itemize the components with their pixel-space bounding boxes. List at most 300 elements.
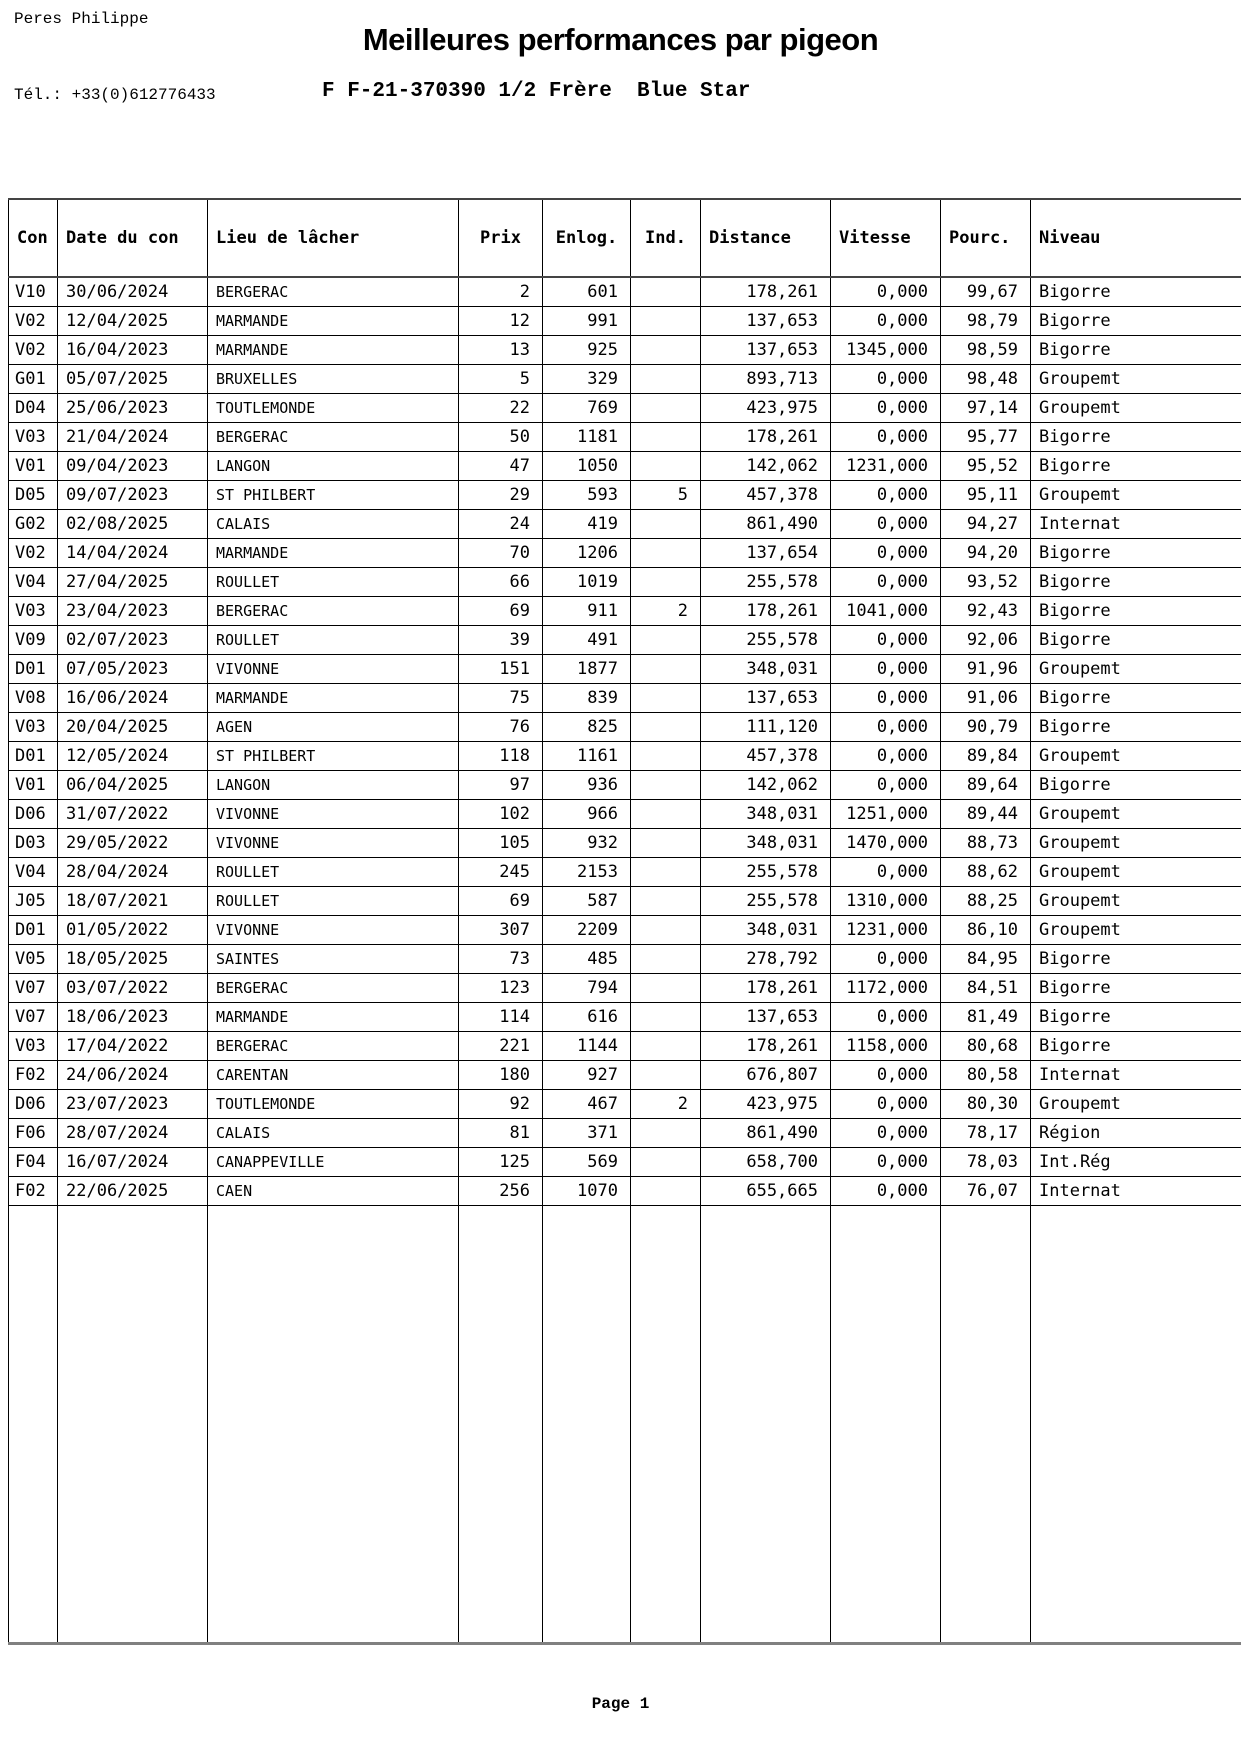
cell-niveau: Groupemt — [1031, 829, 1241, 858]
cell-prix: 70 — [459, 539, 543, 568]
cell-vitesse: 0,000 — [831, 277, 941, 307]
cell-pourc: 99,67 — [941, 277, 1031, 307]
cell-pourc: 93,52 — [941, 568, 1031, 597]
cell-distance: 348,031 — [701, 655, 831, 684]
cell-lieu: ROULLET — [208, 626, 459, 655]
header-cell-ind: Ind. — [631, 199, 701, 277]
header-cell-lieu: Lieu de lâcher — [208, 199, 459, 277]
cell-lieu: BRUXELLES — [208, 365, 459, 394]
cell-niveau: Int.Rég — [1031, 1148, 1241, 1177]
cell-con: V04 — [9, 858, 58, 887]
cell-date: 21/04/2024 — [58, 423, 208, 452]
cell-pourc: 78,03 — [941, 1148, 1031, 1177]
cell-distance: 255,578 — [701, 626, 831, 655]
cell-lieu: AGEN — [208, 713, 459, 742]
cell-distance: 457,378 — [701, 742, 831, 771]
cell-ind — [631, 713, 701, 742]
header-cell-con: Con — [9, 199, 58, 277]
cell-date: 16/07/2024 — [58, 1148, 208, 1177]
cell-vitesse: 0,000 — [831, 626, 941, 655]
cell-distance: 137,653 — [701, 307, 831, 336]
cell-date: 23/07/2023 — [58, 1090, 208, 1119]
table-row — [9, 597, 1241, 626]
cell-niveau: Région — [1031, 1119, 1241, 1148]
cell-ind — [631, 626, 701, 655]
cell-niveau: Internat — [1031, 510, 1241, 539]
cell-enlog: 491 — [543, 626, 631, 655]
table-row — [9, 655, 1241, 684]
cell-distance: 178,261 — [701, 597, 831, 626]
cell-enlog: 1161 — [543, 742, 631, 771]
cell-vitesse: 1158,000 — [831, 1032, 941, 1061]
cell-distance: 137,654 — [701, 539, 831, 568]
cell-vitesse: 1470,000 — [831, 829, 941, 858]
header-cell-prix: Prix — [459, 199, 543, 277]
cell-lieu: CALAIS — [208, 1119, 459, 1148]
cell-vitesse: 0,000 — [831, 1003, 941, 1032]
cell-pourc: 89,64 — [941, 771, 1031, 800]
cell-pourc: 95,52 — [941, 452, 1031, 481]
cell-distance: 142,062 — [701, 771, 831, 800]
owner-name: Peres Philippe — [14, 10, 149, 28]
cell-niveau: Bigorre — [1031, 597, 1241, 626]
cell-con: D03 — [9, 829, 58, 858]
cell-pourc: 95,77 — [941, 423, 1031, 452]
cell-con: V08 — [9, 684, 58, 713]
cell-enlog: 329 — [543, 365, 631, 394]
cell-enlog: 593 — [543, 481, 631, 510]
cell-pourc: 94,27 — [941, 510, 1031, 539]
cell-lieu: ROULLET — [208, 858, 459, 887]
cell-lieu: CALAIS — [208, 510, 459, 539]
cell-ind — [631, 1032, 701, 1061]
cell-prix: 151 — [459, 655, 543, 684]
cell-enlog: 371 — [543, 1119, 631, 1148]
cell-con: V02 — [9, 539, 58, 568]
cell-date: 27/04/2025 — [58, 568, 208, 597]
cell-distance: 423,975 — [701, 1090, 831, 1119]
cell-vitesse: 0,000 — [831, 365, 941, 394]
cell-con: D06 — [9, 1090, 58, 1119]
cell-prix: 50 — [459, 423, 543, 452]
cell-vitesse: 0,000 — [831, 394, 941, 423]
cell-vitesse: 0,000 — [831, 1061, 941, 1090]
cell-niveau: Bigorre — [1031, 307, 1241, 336]
cell-niveau: Bigorre — [1031, 626, 1241, 655]
cell-lieu: CARENTAN — [208, 1061, 459, 1090]
cell-prix: 307 — [459, 916, 543, 945]
table-row — [9, 307, 1241, 336]
cell-distance: 861,490 — [701, 510, 831, 539]
cell-date: 16/06/2024 — [58, 684, 208, 713]
table-row — [9, 945, 1241, 974]
cell-pourc: 91,06 — [941, 684, 1031, 713]
table-row — [9, 336, 1241, 365]
cell-ind: 2 — [631, 1090, 701, 1119]
cell-enlog: 1206 — [543, 539, 631, 568]
cell-con: V03 — [9, 423, 58, 452]
cell-lieu: VIVONNE — [208, 829, 459, 858]
cell-con: V01 — [9, 771, 58, 800]
cell-niveau: Bigorre — [1031, 336, 1241, 365]
filler-cell-distance — [701, 1206, 831, 1644]
cell-prix: 76 — [459, 713, 543, 742]
cell-ind — [631, 800, 701, 829]
cell-pourc: 89,84 — [941, 742, 1031, 771]
cell-distance: 893,713 — [701, 365, 831, 394]
performance-table — [8, 198, 1241, 1645]
cell-enlog: 825 — [543, 713, 631, 742]
cell-lieu: LANGON — [208, 452, 459, 481]
cell-vitesse: 0,000 — [831, 481, 941, 510]
cell-pourc: 91,96 — [941, 655, 1031, 684]
table-row — [9, 800, 1241, 829]
filler-cell-con — [9, 1206, 58, 1644]
cell-prix: 66 — [459, 568, 543, 597]
cell-vitesse: 0,000 — [831, 539, 941, 568]
cell-ind — [631, 1119, 701, 1148]
cell-date: 09/04/2023 — [58, 452, 208, 481]
cell-con: D01 — [9, 916, 58, 945]
cell-prix: 92 — [459, 1090, 543, 1119]
cell-prix: 22 — [459, 394, 543, 423]
cell-enlog: 925 — [543, 336, 631, 365]
phone-number: Tél.: +33(0)612776433 — [14, 86, 216, 104]
table-row — [9, 1090, 1241, 1119]
page-title: Meilleures performances par pigeon — [362, 22, 879, 57]
cell-ind — [631, 277, 701, 307]
cell-ind — [631, 1003, 701, 1032]
cell-distance: 655,665 — [701, 1177, 831, 1206]
table-row — [9, 829, 1241, 858]
cell-prix: 73 — [459, 945, 543, 974]
cell-niveau: Bigorre — [1031, 945, 1241, 974]
cell-ind — [631, 858, 701, 887]
cell-vitesse: 0,000 — [831, 945, 941, 974]
cell-con: F06 — [9, 1119, 58, 1148]
cell-lieu: VIVONNE — [208, 655, 459, 684]
cell-vitesse: 1345,000 — [831, 336, 941, 365]
cell-date: 06/04/2025 — [58, 771, 208, 800]
table-row — [9, 452, 1241, 481]
cell-con: V09 — [9, 626, 58, 655]
cell-lieu: MARMANDE — [208, 684, 459, 713]
cell-date: 28/07/2024 — [58, 1119, 208, 1148]
cell-ind — [631, 365, 701, 394]
cell-enlog: 927 — [543, 1061, 631, 1090]
cell-con: V05 — [9, 945, 58, 974]
table-row — [9, 1148, 1241, 1177]
table-row — [9, 394, 1241, 423]
cell-distance: 255,578 — [701, 568, 831, 597]
cell-pourc: 98,59 — [941, 336, 1031, 365]
header-cell-vitesse: Vitesse — [831, 199, 941, 277]
cell-distance: 178,261 — [701, 1032, 831, 1061]
cell-niveau: Groupemt — [1031, 655, 1241, 684]
cell-niveau: Groupemt — [1031, 481, 1241, 510]
cell-lieu: BERGERAC — [208, 277, 459, 307]
table-row — [9, 539, 1241, 568]
cell-ind: 2 — [631, 597, 701, 626]
cell-distance: 676,807 — [701, 1061, 831, 1090]
cell-niveau: Groupemt — [1031, 800, 1241, 829]
cell-con: V02 — [9, 336, 58, 365]
cell-con: G02 — [9, 510, 58, 539]
cell-date: 07/05/2023 — [58, 655, 208, 684]
table-row — [9, 626, 1241, 655]
cell-date: 18/05/2025 — [58, 945, 208, 974]
cell-date: 09/07/2023 — [58, 481, 208, 510]
cell-prix: 97 — [459, 771, 543, 800]
cell-lieu: ROULLET — [208, 887, 459, 916]
cell-con: D04 — [9, 394, 58, 423]
cell-con: D06 — [9, 800, 58, 829]
cell-pourc: 92,43 — [941, 597, 1031, 626]
cell-prix: 2 — [459, 277, 543, 307]
cell-pourc: 97,14 — [941, 394, 1031, 423]
cell-con: V02 — [9, 307, 58, 336]
cell-prix: 75 — [459, 684, 543, 713]
cell-con: V03 — [9, 713, 58, 742]
cell-date: 02/07/2023 — [58, 626, 208, 655]
cell-lieu: TOUTLEMONDE — [208, 394, 459, 423]
cell-prix: 5 — [459, 365, 543, 394]
cell-distance: 178,261 — [701, 423, 831, 452]
cell-lieu: MARMANDE — [208, 1003, 459, 1032]
cell-date: 01/05/2022 — [58, 916, 208, 945]
cell-enlog: 2153 — [543, 858, 631, 887]
cell-con: V04 — [9, 568, 58, 597]
cell-niveau: Internat — [1031, 1061, 1241, 1090]
cell-niveau: Groupemt — [1031, 394, 1241, 423]
cell-niveau: Bigorre — [1031, 277, 1241, 307]
cell-niveau: Bigorre — [1031, 452, 1241, 481]
header-cell-enlog: Enlog. — [543, 199, 631, 277]
table-row — [9, 1177, 1241, 1206]
cell-date: 25/06/2023 — [58, 394, 208, 423]
cell-vitesse: 0,000 — [831, 742, 941, 771]
cell-con: V07 — [9, 974, 58, 1003]
cell-lieu: LANGON — [208, 771, 459, 800]
table-header-row — [9, 199, 1241, 277]
cell-vitesse: 1231,000 — [831, 452, 941, 481]
cell-lieu: ROULLET — [208, 568, 459, 597]
cell-lieu: BERGERAC — [208, 597, 459, 626]
cell-pourc: 88,62 — [941, 858, 1031, 887]
table-row — [9, 481, 1241, 510]
table-row — [9, 916, 1241, 945]
cell-date: 18/07/2021 — [58, 887, 208, 916]
cell-vitesse: 1251,000 — [831, 800, 941, 829]
cell-ind — [631, 684, 701, 713]
cell-vitesse: 1310,000 — [831, 887, 941, 916]
cell-pourc: 86,10 — [941, 916, 1031, 945]
cell-lieu: VIVONNE — [208, 800, 459, 829]
header-cell-niveau: Niveau — [1031, 199, 1241, 277]
cell-ind: 5 — [631, 481, 701, 510]
cell-niveau: Bigorre — [1031, 974, 1241, 1003]
cell-enlog: 911 — [543, 597, 631, 626]
cell-date: 24/06/2024 — [58, 1061, 208, 1090]
cell-date: 28/04/2024 — [58, 858, 208, 887]
cell-prix: 221 — [459, 1032, 543, 1061]
cell-ind — [631, 568, 701, 597]
cell-vitesse: 0,000 — [831, 307, 941, 336]
cell-distance: 137,653 — [701, 684, 831, 713]
cell-ind — [631, 307, 701, 336]
table-body — [9, 277, 1241, 1644]
cell-date: 18/06/2023 — [58, 1003, 208, 1032]
cell-con: V03 — [9, 1032, 58, 1061]
cell-vitesse: 0,000 — [831, 1177, 941, 1206]
cell-con: V03 — [9, 597, 58, 626]
cell-niveau: Bigorre — [1031, 1032, 1241, 1061]
cell-niveau: Groupemt — [1031, 858, 1241, 887]
cell-pourc: 95,11 — [941, 481, 1031, 510]
table-row — [9, 277, 1241, 307]
cell-prix: 47 — [459, 452, 543, 481]
cell-ind — [631, 655, 701, 684]
cell-vitesse: 0,000 — [831, 1119, 941, 1148]
cell-niveau: Bigorre — [1031, 423, 1241, 452]
table-row — [9, 1032, 1241, 1061]
table-row — [9, 684, 1241, 713]
cell-enlog: 932 — [543, 829, 631, 858]
filler-cell-vitesse — [831, 1206, 941, 1644]
cell-enlog: 936 — [543, 771, 631, 800]
cell-vitesse: 0,000 — [831, 771, 941, 800]
cell-enlog: 601 — [543, 277, 631, 307]
cell-distance: 178,261 — [701, 974, 831, 1003]
pigeon-id: F F-21-370390 1/2 Frère Blue Star — [322, 80, 751, 103]
cell-distance: 423,975 — [701, 394, 831, 423]
cell-pourc: 98,79 — [941, 307, 1031, 336]
cell-enlog: 1877 — [543, 655, 631, 684]
cell-ind — [631, 510, 701, 539]
cell-ind — [631, 1148, 701, 1177]
cell-prix: 29 — [459, 481, 543, 510]
cell-vitesse: 0,000 — [831, 713, 941, 742]
cell-con: D01 — [9, 655, 58, 684]
table-row — [9, 568, 1241, 597]
cell-ind — [631, 916, 701, 945]
cell-ind — [631, 742, 701, 771]
cell-prix: 12 — [459, 307, 543, 336]
cell-enlog: 485 — [543, 945, 631, 974]
cell-prix: 125 — [459, 1148, 543, 1177]
cell-niveau: Groupemt — [1031, 742, 1241, 771]
cell-pourc: 80,58 — [941, 1061, 1031, 1090]
cell-ind — [631, 336, 701, 365]
cell-enlog: 769 — [543, 394, 631, 423]
header-cell-distance: Distance — [701, 199, 831, 277]
cell-pourc: 90,79 — [941, 713, 1031, 742]
cell-niveau: Groupemt — [1031, 365, 1241, 394]
cell-pourc: 80,68 — [941, 1032, 1031, 1061]
cell-con: J05 — [9, 887, 58, 916]
cell-vitesse: 0,000 — [831, 1148, 941, 1177]
cell-distance: 348,031 — [701, 829, 831, 858]
cell-niveau: Bigorre — [1031, 539, 1241, 568]
cell-pourc: 80,30 — [941, 1090, 1031, 1119]
cell-date: 05/07/2025 — [58, 365, 208, 394]
cell-prix: 123 — [459, 974, 543, 1003]
cell-niveau: Bigorre — [1031, 1003, 1241, 1032]
cell-con: F02 — [9, 1061, 58, 1090]
cell-distance: 278,792 — [701, 945, 831, 974]
cell-distance: 457,378 — [701, 481, 831, 510]
cell-prix: 24 — [459, 510, 543, 539]
cell-date: 02/08/2025 — [58, 510, 208, 539]
cell-vitesse: 0,000 — [831, 858, 941, 887]
table-row — [9, 742, 1241, 771]
cell-pourc: 78,17 — [941, 1119, 1031, 1148]
cell-con: D01 — [9, 742, 58, 771]
table-row — [9, 713, 1241, 742]
cell-vitesse: 0,000 — [831, 423, 941, 452]
cell-lieu: BERGERAC — [208, 974, 459, 1003]
cell-date: 16/04/2023 — [58, 336, 208, 365]
cell-enlog: 839 — [543, 684, 631, 713]
cell-niveau: Internat — [1031, 1177, 1241, 1206]
header-cell-pourc: Pourc. — [941, 199, 1031, 277]
cell-distance: 142,062 — [701, 452, 831, 481]
cell-prix: 39 — [459, 626, 543, 655]
table-row — [9, 510, 1241, 539]
cell-enlog: 966 — [543, 800, 631, 829]
cell-distance: 255,578 — [701, 887, 831, 916]
cell-pourc: 89,44 — [941, 800, 1031, 829]
cell-lieu: TOUTLEMONDE — [208, 1090, 459, 1119]
header-cell-date: Date du con — [58, 199, 208, 277]
table-row — [9, 423, 1241, 452]
cell-vitesse: 1041,000 — [831, 597, 941, 626]
cell-lieu: MARMANDE — [208, 336, 459, 365]
cell-distance: 111,120 — [701, 713, 831, 742]
cell-prix: 256 — [459, 1177, 543, 1206]
cell-prix: 114 — [459, 1003, 543, 1032]
cell-distance: 137,653 — [701, 336, 831, 365]
cell-date: 17/04/2022 — [58, 1032, 208, 1061]
cell-enlog: 2209 — [543, 916, 631, 945]
cell-enlog: 467 — [543, 1090, 631, 1119]
cell-con: G01 — [9, 365, 58, 394]
table-row — [9, 858, 1241, 887]
cell-lieu: CANAPPEVILLE — [208, 1148, 459, 1177]
cell-lieu: MARMANDE — [208, 539, 459, 568]
cell-niveau: Bigorre — [1031, 713, 1241, 742]
cell-distance: 658,700 — [701, 1148, 831, 1177]
cell-prix: 180 — [459, 1061, 543, 1090]
cell-lieu: MARMANDE — [208, 307, 459, 336]
table-row — [9, 771, 1241, 800]
cell-ind — [631, 423, 701, 452]
cell-con: V10 — [9, 277, 58, 307]
cell-con: D05 — [9, 481, 58, 510]
cell-date: 31/07/2022 — [58, 800, 208, 829]
cell-ind — [631, 887, 701, 916]
cell-distance: 861,490 — [701, 1119, 831, 1148]
cell-ind — [631, 539, 701, 568]
filler-cell-ind — [631, 1206, 701, 1644]
cell-vitesse: 0,000 — [831, 568, 941, 597]
cell-date: 23/04/2023 — [58, 597, 208, 626]
cell-enlog: 1070 — [543, 1177, 631, 1206]
cell-lieu: SAINTES — [208, 945, 459, 974]
cell-pourc: 84,95 — [941, 945, 1031, 974]
table-row — [9, 365, 1241, 394]
cell-date: 30/06/2024 — [58, 277, 208, 307]
